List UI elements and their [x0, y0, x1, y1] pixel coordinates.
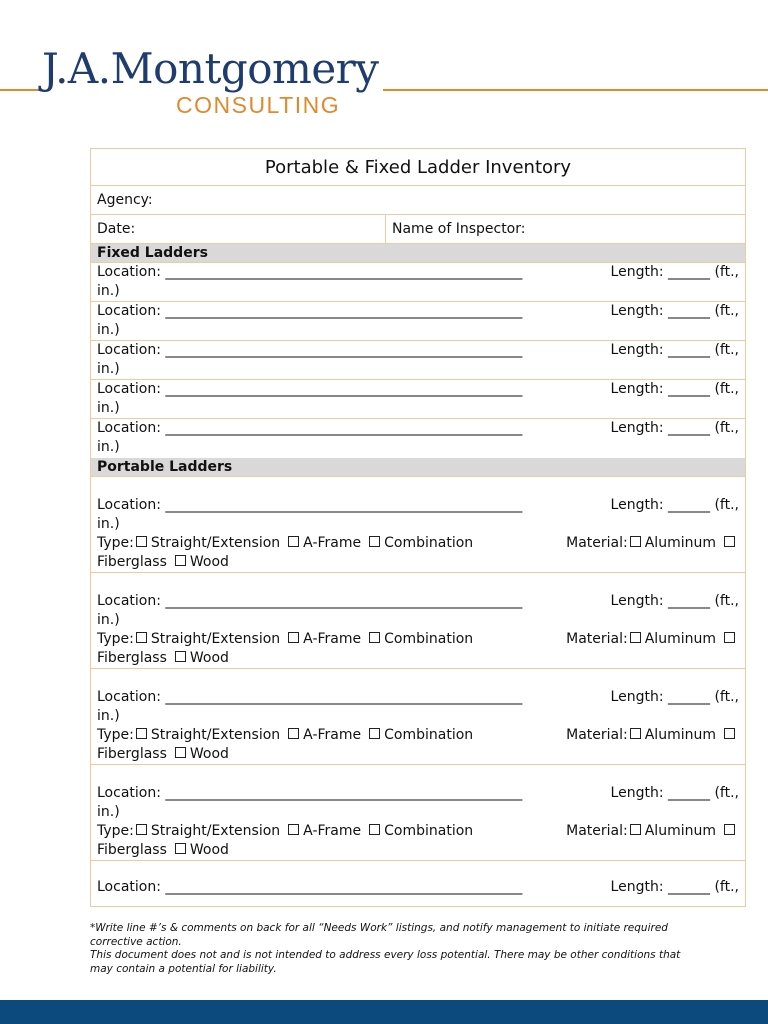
location-field[interactable]: Location: ___________________________________________________ [97, 593, 523, 609]
checkbox-icon[interactable] [630, 536, 641, 547]
date-label: Date: [97, 220, 136, 237]
material-options [566, 534, 739, 553]
footnote [90, 922, 690, 976]
type-option: Straight/Extension [150, 631, 281, 647]
type-option: Combination [384, 823, 474, 839]
type-label: Type: [97, 727, 134, 743]
checkbox-icon[interactable] [175, 747, 186, 758]
length-unit-wrap: in.) [97, 516, 120, 532]
fixed-ladder-row[interactable] [91, 263, 745, 302]
material-wrap [97, 553, 739, 572]
location-field[interactable]: Location: ___________________________________________________ [97, 497, 523, 513]
form-title: Portable & Fixed Ladder Inventory [91, 149, 745, 186]
checkbox-icon[interactable] [136, 824, 147, 835]
fixed-ladder-row[interactable] [91, 380, 745, 419]
length-unit-wrap: in.) [97, 708, 120, 724]
brand-logo-sub: CONSULTING [176, 92, 341, 118]
portable-ladders-header: Portable Ladders [91, 458, 745, 477]
material-option: Wood [189, 746, 229, 762]
checkbox-icon[interactable] [724, 536, 735, 547]
material-wrap [97, 649, 739, 668]
location-field[interactable]: Location: ___________________________________________________ [97, 785, 523, 801]
type-option: A-Frame [303, 535, 362, 551]
type-option: Straight/Extension [150, 727, 281, 743]
agency-field[interactable] [91, 186, 745, 215]
material-option: Aluminum [644, 823, 716, 839]
checkbox-icon[interactable] [724, 824, 735, 835]
length-unit-wrap: in.) [97, 804, 120, 820]
checkbox-icon[interactable] [630, 632, 641, 643]
location-field[interactable]: Location: ___________________________________________________ [97, 420, 523, 436]
portable-ladder-row[interactable] [91, 573, 745, 669]
ladder-inventory-form [90, 148, 746, 907]
portable-ladder-row[interactable] [91, 765, 745, 861]
checkbox-icon[interactable] [136, 728, 147, 739]
footer-bar [0, 1000, 768, 1024]
location-field[interactable]: Location: ___________________________________________________ [97, 381, 523, 397]
material-option: Wood [189, 842, 229, 858]
location-field[interactable]: Location: ___________________________________________________ [97, 342, 523, 358]
length-unit-wrap: in.) [97, 283, 120, 299]
type-label: Type: [97, 823, 134, 839]
checkbox-icon[interactable] [369, 824, 380, 835]
portable-ladder-row[interactable] [91, 669, 745, 765]
length-field[interactable]: Length: ______ (ft., [610, 497, 739, 513]
checkbox-icon[interactable] [136, 632, 147, 643]
material-option: Fiberglass [97, 554, 167, 570]
length-field[interactable]: Length: ______ (ft., [610, 264, 739, 280]
material-label: Material: [566, 727, 628, 743]
material-option: Wood [189, 554, 229, 570]
length-unit-wrap: in.) [97, 439, 120, 455]
portable-ladder-row[interactable] [91, 861, 745, 906]
length-field[interactable]: Length: ______ (ft., [610, 381, 739, 397]
type-label: Type: [97, 631, 134, 647]
material-wrap [97, 745, 739, 764]
length-unit-wrap: in.) [97, 361, 120, 377]
inspector-field[interactable] [386, 215, 531, 243]
fixed-ladder-row[interactable] [91, 302, 745, 341]
checkbox-icon[interactable] [369, 536, 380, 547]
footnote-line-1: *Write line #’s & comments on back for all “Needs Work” listings, and notify management to initiate required corrective action. [90, 922, 668, 948]
length-field[interactable]: Length: ______ (ft., [610, 342, 739, 358]
checkbox-icon[interactable] [630, 728, 641, 739]
length-field[interactable]: Length: ______ (ft., [610, 689, 739, 705]
material-option: Aluminum [644, 535, 716, 551]
material-option: Fiberglass [97, 650, 167, 666]
material-label: Material: [566, 823, 628, 839]
footnote-line-2: This document does not and is not intended to address every loss potential. There may be other conditions that may contain a potential for liability. [90, 949, 681, 975]
checkbox-icon[interactable] [288, 824, 299, 835]
inspector-label: Name of Inspector: [392, 220, 526, 237]
portable-ladder-row[interactable] [91, 477, 745, 573]
material-option: Wood [189, 650, 229, 666]
material-option: Fiberglass [97, 746, 167, 762]
material-label: Material: [566, 535, 628, 551]
location-field[interactable]: Location: ___________________________________________________ [97, 689, 523, 705]
material-option: Fiberglass [97, 842, 167, 858]
length-field[interactable]: Length: ______ (ft., [610, 303, 739, 319]
type-option: Combination [384, 727, 474, 743]
checkbox-icon[interactable] [630, 824, 641, 835]
checkbox-icon[interactable] [369, 728, 380, 739]
type-option: Straight/Extension [150, 823, 281, 839]
checkbox-icon[interactable] [724, 728, 735, 739]
checkbox-icon[interactable] [724, 632, 735, 643]
type-options [97, 630, 479, 649]
material-option: Aluminum [644, 631, 716, 647]
material-label: Material: [566, 631, 628, 647]
fixed-ladder-row[interactable] [91, 341, 745, 380]
material-wrap [97, 841, 739, 860]
location-field[interactable]: Location: ___________________________________________________ [97, 264, 523, 280]
type-options [97, 822, 479, 841]
checkbox-icon[interactable] [288, 728, 299, 739]
fixed-ladders-header: Fixed Ladders [91, 244, 745, 263]
type-option: Combination [384, 535, 474, 551]
length-field[interactable]: Length: ______ (ft., [610, 785, 739, 801]
length-unit-wrap: in.) [97, 400, 120, 416]
material-options [566, 630, 739, 649]
type-label: Type: [97, 535, 134, 551]
material-options [566, 822, 739, 841]
checkbox-icon[interactable] [288, 632, 299, 643]
type-options [97, 726, 479, 745]
location-field[interactable]: Location: ___________________________________________________ [97, 879, 523, 895]
type-option: A-Frame [303, 631, 362, 647]
material-options [566, 726, 739, 745]
checkbox-icon[interactable] [369, 632, 380, 643]
material-option: Aluminum [644, 727, 716, 743]
length-field[interactable]: Length: ______ (ft., [610, 593, 739, 609]
type-option: Straight/Extension [150, 535, 281, 551]
checkbox-icon[interactable] [288, 536, 299, 547]
length-field[interactable]: Length: ______ (ft., [610, 420, 739, 436]
length-unit-wrap: in.) [97, 322, 120, 338]
location-field[interactable]: Location: ___________________________________________________ [97, 303, 523, 319]
checkbox-icon[interactable] [175, 555, 186, 566]
checkbox-icon[interactable] [175, 651, 186, 662]
agency-label: Agency: [97, 191, 153, 208]
checkbox-icon[interactable] [136, 536, 147, 547]
type-option: Combination [384, 631, 474, 647]
length-unit-wrap: in.) [97, 612, 120, 628]
fixed-ladder-row[interactable] [91, 419, 745, 458]
length-field[interactable]: Length: ______ (ft., [610, 879, 739, 895]
date-field[interactable] [91, 215, 386, 243]
type-option: A-Frame [303, 823, 362, 839]
date-inspector-row [91, 215, 745, 244]
brand-logo-name: J.A.Montgomery [42, 44, 383, 94]
checkbox-icon[interactable] [175, 843, 186, 854]
type-option: A-Frame [303, 727, 362, 743]
type-options [97, 534, 479, 553]
